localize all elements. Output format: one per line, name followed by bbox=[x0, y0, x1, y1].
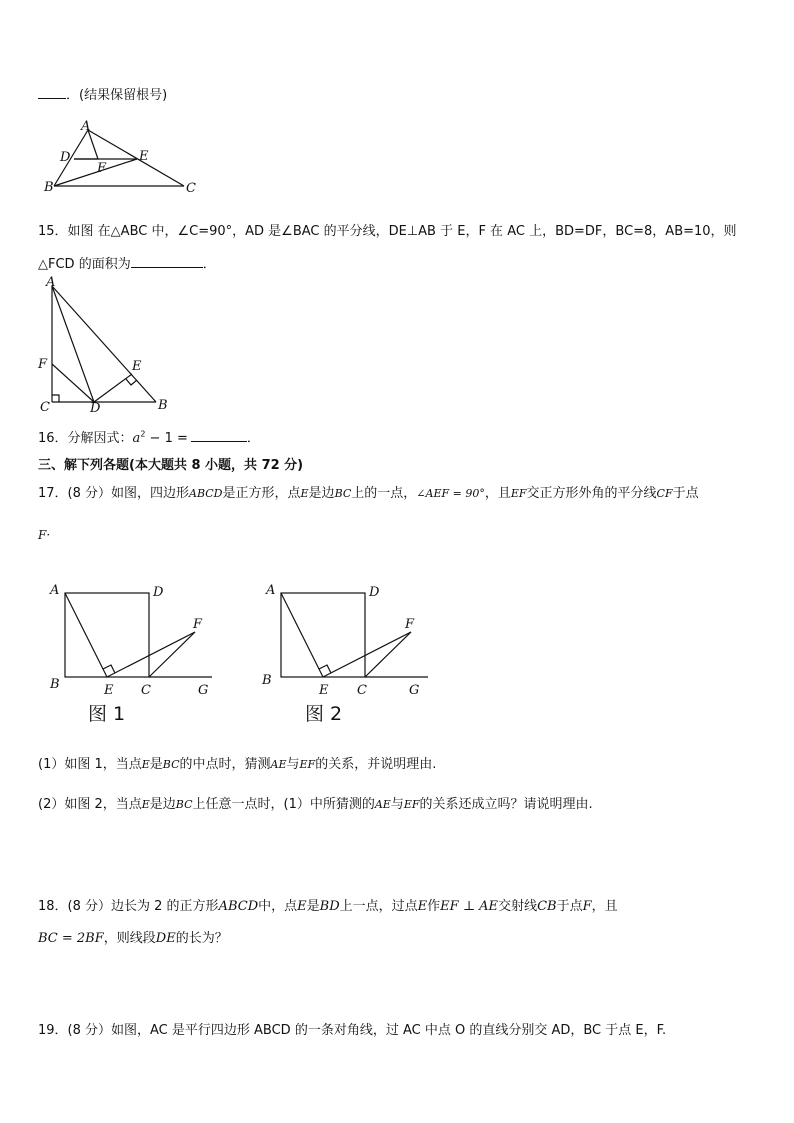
var-E: E bbox=[141, 758, 150, 771]
q17-var-E: E bbox=[300, 487, 309, 500]
var-EF: EF bbox=[299, 758, 316, 771]
q17-sub2-text: 的关系还成立吗？请说明理由. bbox=[419, 797, 593, 812]
var-EF: EF bbox=[403, 798, 420, 811]
q16-expr-a: a bbox=[132, 431, 141, 446]
q17-var-EF: EF bbox=[510, 487, 527, 500]
q15-line2 bbox=[38, 253, 216, 272]
q16-period: ． bbox=[246, 431, 260, 446]
section-title: 三、解下列各题(本大题共 8 小题，共 72 分) bbox=[38, 458, 304, 473]
q17-var-BC: BC bbox=[334, 487, 352, 500]
q18-condition: BC = 2BF bbox=[38, 931, 104, 946]
label-C: C bbox=[357, 683, 367, 698]
q17-sub1 bbox=[38, 753, 436, 772]
label-D: D bbox=[90, 401, 101, 412]
q18-text: 作 bbox=[427, 899, 441, 914]
var-E: E bbox=[417, 899, 428, 914]
right-angle-mark-C bbox=[52, 395, 59, 402]
segment-AE bbox=[65, 593, 107, 677]
label-B: B bbox=[50, 677, 60, 692]
q19-line: 19．(8 分）如图，AC 是平行四边形 ABCD 的一条对角线，过 AC 中点 O 的直线分别交 AD，BC 于点 E，F. bbox=[38, 1023, 667, 1038]
q14-tail: ．(结果保留根号) bbox=[66, 88, 168, 103]
label-C: C bbox=[40, 400, 50, 412]
q15-line1: 15．如图 在△ABC 中，∠C=90°，AD 是∠BAC 的平分线，DE⊥AB 于 E，F 在 AC 上，BD=DF，BC=8，AB=10，则 bbox=[38, 224, 737, 239]
figure-q14 bbox=[38, 118, 208, 196]
label-B: B bbox=[44, 180, 54, 195]
q18-text: 于点 bbox=[556, 899, 583, 914]
figure-caption: 图 1 bbox=[88, 703, 126, 725]
label-A: A bbox=[46, 275, 56, 290]
q14-answer-line bbox=[38, 84, 167, 103]
q18-text: 上一点，过点 bbox=[339, 899, 418, 914]
segment-AB bbox=[52, 286, 156, 402]
q16-prefix: 16．分解因式： bbox=[38, 431, 133, 446]
label-B: B bbox=[158, 398, 168, 412]
label-D: D bbox=[153, 585, 164, 600]
square-ABCD bbox=[65, 593, 149, 677]
q17-point-F: F· bbox=[38, 528, 51, 542]
q17-sub2 bbox=[38, 793, 593, 812]
var-AE: AE bbox=[374, 798, 391, 811]
label-D: D bbox=[60, 150, 71, 165]
segment-DE bbox=[94, 374, 132, 402]
q18-perp-expr: EF ⊥ AE bbox=[440, 899, 499, 914]
var-E: E bbox=[141, 798, 150, 811]
var-ABCD: ABCD bbox=[218, 899, 259, 914]
label-B: B bbox=[262, 673, 272, 688]
q17-text: 上的一点， bbox=[351, 486, 417, 501]
label-F: F bbox=[405, 617, 415, 632]
answer-blank bbox=[131, 255, 203, 268]
q17-sub2-text: 与 bbox=[390, 797, 404, 812]
segment-EF bbox=[107, 632, 195, 677]
q17-var-CF: CF bbox=[656, 487, 673, 500]
segment-EF bbox=[323, 632, 411, 677]
label-F: F bbox=[193, 617, 203, 632]
q17-sub1-text: 与 bbox=[286, 757, 300, 772]
label-A: A bbox=[50, 583, 60, 598]
q17-sub1-text: (1）如图 1，当点 bbox=[38, 757, 142, 772]
var-BC: BC bbox=[162, 758, 180, 771]
q18-text: 18．(8 分）边长为 2 的正方形 bbox=[38, 899, 219, 914]
figure-17-1 bbox=[40, 578, 230, 728]
q17-sub1-text: 的中点时，猜测 bbox=[179, 757, 271, 772]
label-G: G bbox=[409, 683, 420, 698]
label-C: C bbox=[141, 683, 151, 698]
answer-blank bbox=[38, 86, 66, 99]
figure-17-2 bbox=[256, 578, 446, 728]
label-A: A bbox=[81, 119, 91, 134]
label-G: G bbox=[198, 683, 209, 698]
answer-blank bbox=[191, 429, 247, 442]
q17-text: 17．(8 分）如图，四边形 bbox=[38, 486, 190, 501]
q17-text: 交正方形外角的平分线 bbox=[526, 486, 657, 501]
figure-caption: 图 2 bbox=[305, 703, 343, 725]
var-CB: CB bbox=[537, 899, 557, 914]
q17-sub2-text: 是边 bbox=[149, 797, 176, 812]
var-BD: BD bbox=[319, 899, 340, 914]
q18-text: 是 bbox=[306, 899, 320, 914]
segment-AC bbox=[88, 130, 184, 186]
segment-AD bbox=[52, 286, 94, 402]
var-E: E bbox=[297, 899, 307, 914]
q17-text: ，且 bbox=[484, 486, 511, 501]
q15-period: ． bbox=[202, 257, 216, 272]
q17-angle: ∠AEF = 90° bbox=[416, 487, 485, 500]
q17-text: 于点 bbox=[672, 486, 699, 501]
q16-expr-sup: 2 bbox=[140, 429, 146, 439]
q16-line bbox=[38, 427, 260, 446]
figure-q15 bbox=[34, 274, 174, 412]
q17-sub2-text: (2）如图 2，当点 bbox=[38, 797, 142, 812]
square-ABCD bbox=[281, 593, 365, 677]
label-E: E bbox=[319, 683, 329, 698]
label-C: C bbox=[186, 181, 196, 196]
q17-sub1-text: 的关系，并说明理由. bbox=[315, 757, 437, 772]
q17-var-ABCD: ABCD bbox=[189, 487, 223, 500]
var-BC: BC bbox=[175, 798, 193, 811]
q15-line2-text: △FCD 的面积为 bbox=[38, 257, 131, 272]
segment-AE bbox=[281, 593, 323, 677]
var-AE: AE bbox=[270, 758, 287, 771]
q17-line1 bbox=[38, 482, 699, 501]
q18-text: 中，点 bbox=[258, 899, 298, 914]
q17-sub1-text: 是 bbox=[149, 757, 163, 772]
q18-line2 bbox=[38, 927, 228, 946]
q18-text: 的长为？ bbox=[175, 931, 228, 946]
var-DE: DE bbox=[155, 931, 176, 946]
label-E: E bbox=[104, 683, 114, 698]
q17-text: 是边 bbox=[308, 486, 335, 501]
label-D: D bbox=[369, 585, 380, 600]
q18-text: ，且 bbox=[591, 899, 618, 914]
q18-text: 交射线 bbox=[498, 899, 538, 914]
var-F: F bbox=[582, 899, 592, 914]
label-F: F bbox=[38, 357, 48, 372]
segment-CF bbox=[365, 632, 411, 677]
q17-text: 是正方形，点 bbox=[222, 486, 301, 501]
label-F: F bbox=[97, 161, 107, 176]
segment-CF bbox=[149, 632, 195, 677]
label-A: A bbox=[266, 583, 276, 598]
q16-expr-rest: − 1 = bbox=[145, 431, 188, 446]
right-angle-mark-E bbox=[126, 379, 137, 385]
label-E: E bbox=[139, 149, 149, 164]
q18-line1 bbox=[38, 895, 618, 914]
q18-text: ，则线段 bbox=[103, 931, 156, 946]
label-E: E bbox=[132, 359, 142, 374]
q17-sub2-text: 上任意一点时，(1）中所猜测的 bbox=[192, 797, 375, 812]
